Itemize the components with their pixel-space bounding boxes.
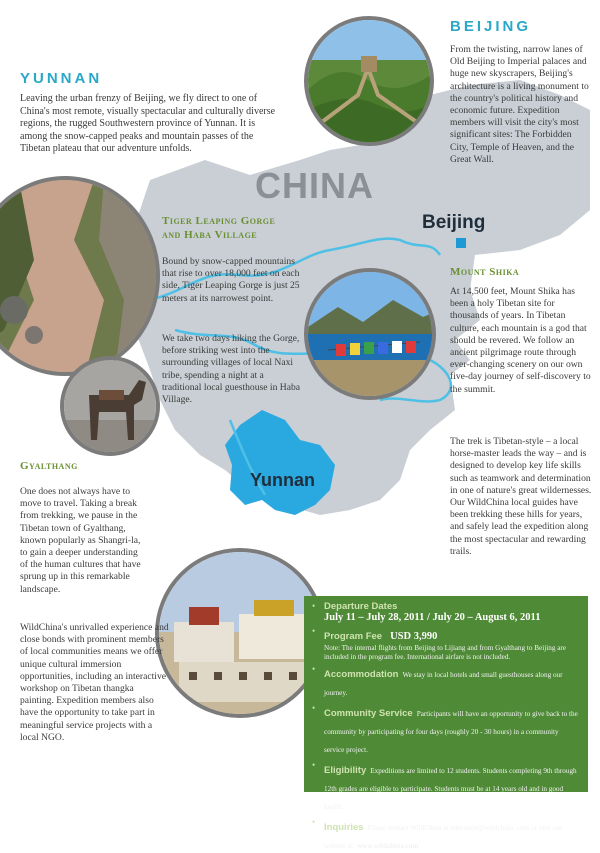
tiger-heading-line1: Tiger Leaping Gorge — [162, 215, 276, 227]
accommodation-text: We stay in local hotels and small guesthouses along our journey. — [324, 671, 563, 698]
dates-value: July 11 – July 28, 2011 / July 20 – August 6, 2011 — [324, 612, 541, 623]
beijing-marker — [456, 238, 466, 248]
horse-photo — [60, 356, 160, 456]
dates-item — [312, 601, 580, 623]
map-country-label: CHINA — [255, 165, 374, 206]
tiger-heading-line2: and Haba Village — [162, 229, 258, 241]
fee-label: Program Fee — [324, 631, 383, 642]
shika-text-2: The trek is Tibetan-style – a local horse-master leads the way – and is designed to develop key life skills such as teamwork and determination in one of nature's great wildernesses. Our WildChina local guides have been trekking these hills for years, and safely lead the expedition along the most spectacular and rewarding trails. — [450, 436, 592, 557]
map-city-label: Beijing — [422, 212, 486, 233]
inquiries-label: Inquiries — [324, 822, 364, 834]
bullet: • — [312, 601, 316, 611]
bullet: • — [312, 664, 316, 675]
yunnan-heading: YUNNAN — [20, 70, 103, 87]
fee-note: Note: The internal flights from Beijing to Lijiang and from Gyalthang to Beijing are included in the program fee. International airfare is not included. — [324, 644, 566, 661]
great-wall-photo — [304, 16, 434, 146]
gyalthang-heading: Gyalthang — [20, 460, 78, 472]
eligibility-label: Eligibility — [324, 765, 367, 777]
inquiries-link[interactable]: www.wildchina.com — [356, 842, 419, 851]
tiger-heading — [162, 214, 275, 242]
prayer-flags-photo — [304, 268, 436, 400]
service-item — [312, 703, 580, 757]
map-province-label: Yunnan — [250, 470, 316, 490]
yunnan-text: Leaving the urban frenzy of Beijing, we fly direct to one of China's most remote, visually spectacular and culturally diverse regions, the rugged Southwestern province of Yunnan. It is among the snow-capped peaks and mountain passes of the Tibetan plateau that our adventure unfolds. — [20, 93, 276, 155]
bullet: • — [312, 760, 316, 771]
bullet: • — [312, 626, 316, 636]
accommodation-label: Accommodation — [324, 669, 399, 681]
program-info-box — [304, 596, 588, 851]
fee-item — [312, 626, 580, 661]
accommodation-item — [312, 664, 580, 700]
tiger-text-2: We take two days hiking the Gorge, before striking west into the surrounding villages of local Naxi tribe, spending a night at a traditional local guesthouse in Haba Village. — [162, 333, 301, 406]
inquiries-item — [312, 817, 580, 853]
monastery-photo — [155, 548, 325, 718]
bullet: • — [312, 703, 316, 714]
shika-text-1: At 14,500 feet, Mount Shika has been a holy Tibetan site for thousands of years. In Tibetan culture, each mountain is a god that should be revered. We follow an ancient pilgrimage route through ever-changing scenery on our own five-day journey of self-discovery to the summit. — [450, 286, 591, 395]
beijing-heading: BEIJING — [450, 18, 532, 35]
service-label: Community Service — [324, 708, 413, 720]
gyalthang-text-2: WildChina's unrivalled experience and close bonds with prominent members of local communities means we offer unique cultural immersion opportunities, including an interactive workshop on Tibetan thangka painting. Expedition members also have the opportunity to take part in meaningful service projects with a local NGO. — [20, 622, 169, 743]
eligibility-item — [312, 760, 580, 814]
service-text: Participants will have an opportunity to give back to the community by participating for four days (roughly 20 - 30 hours) in a community service project. — [324, 710, 578, 755]
inquiries-text: Please contact WildChina at education@wildchina. com or visit our website at — [324, 824, 563, 851]
beijing-text: From the twisting, narrow lanes of Old Beijing to Imperial palaces and huge new skyscrapers, Beijing's architecture is a living monument to the country's political history and economic future. Expedition members will visit the city's most significant sites: The Forbidden City, Temple of Heaven, and the Great Wall. — [450, 44, 589, 165]
tiger-text-1: Bound by snow-capped mountains that rise to over 18,000 feet on each side, Tiger Leaping Gorge is just 25 meters at its narrowest point. — [162, 256, 300, 304]
dates-label: Departure Dates — [324, 601, 398, 612]
gyalthang-text-1: One does not always have to move to travel. Taking a break from trekking, we pause in the Tibetan town of Gyalthang, known popularly as Shangri-la, to gain a deeper understanding of the human cultures that have sprung up in this remarkable landscape. — [20, 486, 141, 595]
bullet: • — [312, 817, 316, 828]
shika-heading: Mount Shika — [450, 266, 520, 278]
fee-value: USD 3,990 — [390, 631, 438, 642]
eligibility-text: Expeditions are limited to 12 students. Students completing 9th through 12th grades are eligible to participate. Students must be at 14 years old and in good health. — [324, 767, 577, 812]
